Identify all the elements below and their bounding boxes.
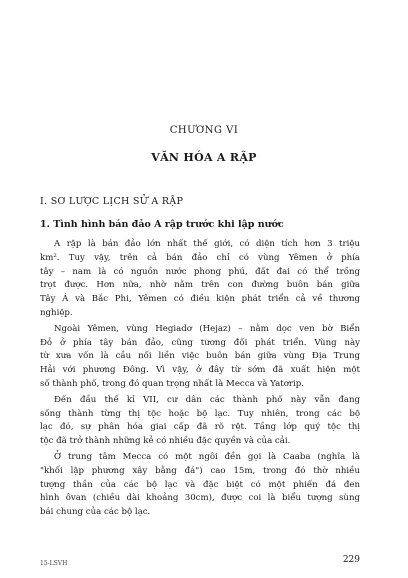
paragraph [40, 238, 360, 321]
body-text [40, 238, 360, 522]
chapter-label: CHƯƠNG VI [169, 125, 239, 136]
paragraph [40, 451, 360, 520]
text-line: sống thành từng thị tộc hoặc bộ lạc. Tuy nhiên, trong các bộ [40, 408, 360, 419]
subsection-heading: 1. Tình hình bán đảo A rập trước khi lập nước [40, 219, 284, 230]
text-line: A rập là bán đảo lớn nhất thế giới, có diện tích hơn 3 triệu [54, 239, 360, 249]
text-line: Đỏ ở phía tây bán đảo, cũng tương đối phát triển. Vùng này [40, 337, 360, 348]
chapter-title: VĂN HÓA A RẬP [151, 151, 257, 164]
text-line: tộc đã trở thành những kẻ có nhiều đặc quyền và của cải. [40, 436, 291, 447]
text-line: tây – nam là có nguồn nước phong phú, đất đai có thể trồng [40, 266, 360, 277]
paragraph [40, 323, 360, 392]
text-line: Hải với phương Đông. Vì vậy, ở đây từ sớm đã xuất hiện một [40, 365, 360, 376]
text-line: hình ôvan (chiều dài khoảng 30cm), được coi là biểu tượng sùng [40, 493, 360, 504]
text-line: Ở trung tâm Mecca có một ngôi đền gọi là Caaba (nghĩa là [54, 451, 360, 462]
text-line: "khối lập phương xây bằng đá") cao 15m, trong đó thờ nhiều [40, 465, 360, 476]
text-line: Tây Á và Bắc Phi, Yêmen có điều kiện phát triển cả về thương [40, 294, 360, 305]
text-line: lạc đó, sự phân hóa giai cấp đã rõ rệt. Tầng lớp quý tộc thị [40, 422, 360, 433]
text-line: số thành phố, trong đó quan trọng nhất là Mecca và Yatơrip. [40, 378, 304, 389]
text-line: bái chung của các bộ lạc. [40, 507, 151, 518]
footer-signature: 15-LSVH [40, 560, 68, 567]
text-line: tượng thần của các bộ lạc và đặc biệt có một phiến đá đen [40, 479, 360, 490]
text-line: trọt được. Hơn nữa, nhờ nằm trên con đường buôn bán giữa [40, 280, 360, 291]
page-number: 229 [342, 555, 360, 565]
text-line: Đến đầu thế kỉ VII, cư dân các thành phố này vẫn đang [54, 394, 360, 405]
text-line: từ xưa vốn là cầu nối liền việc buôn bán giữa vùng Địa Trung [40, 351, 360, 362]
section-heading: I. SƠ LƯỢC LỊCH SỬ A RẬP [40, 196, 184, 207]
text-line: km². Tuy vậy, trên cả bán đảo chỉ có vùng Yêmen ở phía [40, 252, 360, 263]
text-line: Ngoài Yêmen, vùng Hegiadơ (Hejaz) – nằm dọc ven bờ Biển [54, 323, 360, 334]
text-line: nghiệp. [40, 307, 73, 318]
paragraph [40, 394, 360, 449]
